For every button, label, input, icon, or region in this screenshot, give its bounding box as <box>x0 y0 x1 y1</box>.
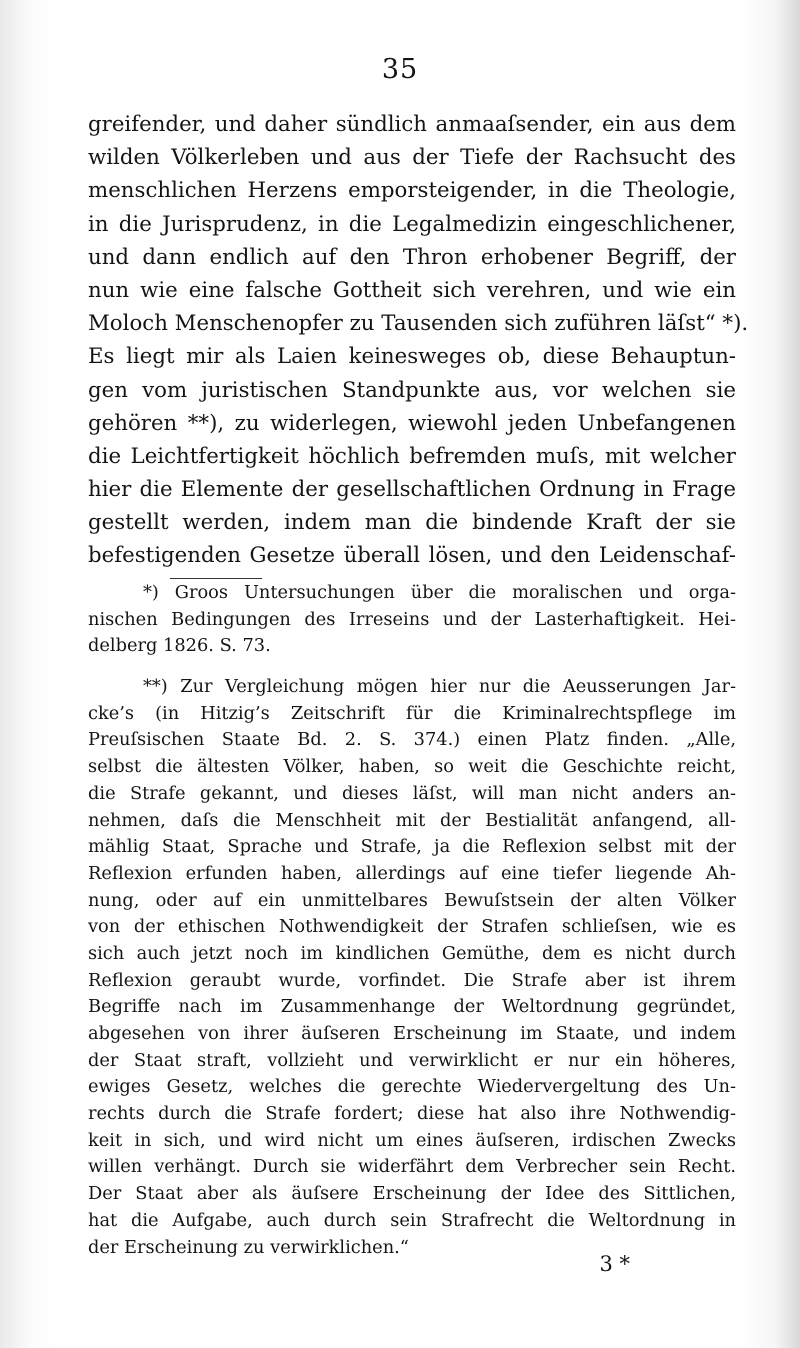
footnote-2-line: die Strafe gekannt, und dieses läſst, will man nicht anders an- <box>88 782 736 804</box>
main-line: und dann endlich auf den Thron erhobener Begriff, der <box>88 244 736 270</box>
footnote-2-line: mählig Staat, Sprache und Strafe, ja die Reflexion selbst mit der <box>88 836 736 858</box>
footnote-2-line: sich auch jetzt noch im kindlichen Gemüthe, dem es nicht durch <box>88 942 736 964</box>
footnote-2-line: keit in sich, und wird nicht um eines äuſseren, irdischen Zwecks <box>88 1129 736 1151</box>
signature-mark: 3 * <box>599 1252 630 1276</box>
footnote-2-line: Preuſsischen Staate Bd. 2. S. 374.) einen Platz finden. „Alle, <box>88 729 736 751</box>
footnote-2-line: Begriffe nach im Zusammenhange der Weltordnung gegründet, <box>88 996 736 1018</box>
footnote-2-line: Der Staat aber als äuſsere Erscheinung der Idee des Sittlichen, <box>88 1183 736 1205</box>
footnote-2-line: rechts durch die Strafe fordert; diese hat also ihre Nothwendig- <box>88 1103 736 1125</box>
footnote-2-line: nehmen, daſs die Menschheit mit der Bestialität anfangend, all- <box>88 809 736 831</box>
footnote-2-line: abgesehen von ihrer äuſseren Erscheinung im Staate, und indem <box>88 1023 736 1044</box>
main-line: nun wie eine falsche Gottheit sich verehren, und wie ein <box>88 277 736 303</box>
footnote-2-line: von der ethischen Nothwendigkeit der Strafen schlieſsen, wie es <box>88 916 736 938</box>
main-line: menschlichen Herzens emporsteigender, in die Theologie, <box>88 178 736 204</box>
footnote-2-line: der Erscheinung zu verwirklichen.“ <box>88 1236 409 1258</box>
footnote-2-line: cke’s (in Hitzig’s Zeitschrift für die Kriminalrechtspflege im <box>88 702 736 724</box>
main-line: befestigenden Gesetze überall lösen, und den Leidenschaf- <box>88 543 736 569</box>
footnote-2-line: willen verhängt. Durch sie widerfährt dem Verbrecher sein Recht. <box>88 1156 736 1178</box>
footnote-divider <box>170 578 262 579</box>
main-line: gehören **), zu widerlegen, wiewohl jeden Unbefangenen <box>88 410 736 436</box>
main-line: greifender, und daher sündlich anmaaſsender, ein aus dem <box>88 112 736 137</box>
footnotes <box>88 580 736 1261</box>
footnote-2-line: Reflexion geraubt wurde, vorfindet. Die Strafe aber ist ihrem <box>88 969 736 991</box>
footnote-2-line: hat die Aufgabe, auch durch sein Strafrecht die Weltordnung in <box>88 1209 736 1231</box>
footnote-1-line: nischen Bedingungen des Irreseins und der Lasterhaftigkeit. Hei- <box>88 608 736 630</box>
footnote-2-line: Reflexion erfunden haben, allerdings auf eine tiefer liegende Ah- <box>88 862 736 884</box>
main-line: wilden Völkerleben und aus der Tiefe der Rachsucht des <box>88 145 736 171</box>
main-line: gen vom juristischen Standpunkte aus, vor welchen sie <box>88 377 736 403</box>
footnote-2-line: selbst die ältesten Völker, haben, so weit die Geschichte reicht, <box>88 756 736 778</box>
footnote-2-line: nung, oder auf ein unmittelbares Bewuſstsein der alten Völker <box>88 889 736 911</box>
page-number: 35 <box>381 54 419 85</box>
main-text <box>88 108 749 573</box>
footnote-2-line: ewiges Gesetz, welches die gerechte Wiedervergeltung des Un- <box>88 1076 736 1098</box>
main-line: in die Jurisprudenz, in die Legalmedizin eingeschlichener, <box>88 211 736 237</box>
footnote-2-line: **) Zur Vergleichung mögen hier nur die Aeusserungen Jar- <box>143 676 736 698</box>
footnote-2-line: der Staat straft, vollzieht und verwirklicht er nur ein höheres, <box>88 1049 736 1071</box>
main-line: Es liegt mir als Laien keinesweges ob, diese Behauptun- <box>88 344 736 370</box>
main-line: die Leichtfertigkeit höchlich befremden muſs, mit welcher <box>88 443 736 469</box>
main-line: hier die Elemente der gesellschaftlichen Ordnung in Frage <box>88 477 736 503</box>
main-line: Moloch Menschenopfer zu Tausenden sich zuführen läſst“ *). <box>88 311 749 337</box>
footnote-1-line: *) Groos Untersuchungen über die moralischen und orga- <box>143 582 736 603</box>
footnote-1-line: delberg 1826. S. 73. <box>88 635 271 657</box>
main-line: gestellt werden, indem man die bindende Kraft der sie <box>88 510 736 536</box>
